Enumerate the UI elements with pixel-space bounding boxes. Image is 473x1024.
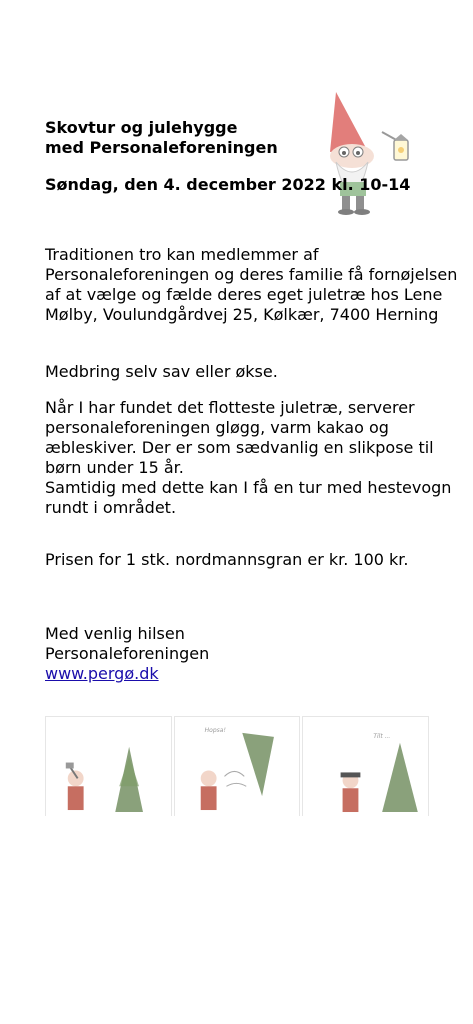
signoff-greeting: Med venlig hilsen [45,624,185,643]
comic-panel-1 [45,716,172,816]
comic-panel-3 [302,716,429,816]
falling-tree-icon [175,717,300,816]
comic-strip [45,716,429,816]
panel-3-caption: Tilt ... [373,733,391,740]
intro-paragraph: Traditionen tro kan medlemmer af Personaleforeningen og deres familie få fornøjelsen af at vælge og fælde deres eget juletræ hos Lene Mølby, Voulundgårdvej 25, Kølkær, 7400 Herning [45,245,458,324]
comic-panel-2 [174,716,301,816]
panel-2-caption: Hopsa! [204,727,226,734]
bring-paragraph: Medbring selv sav eller økse. [45,362,278,381]
lumberjack-tree-icon [46,717,171,816]
lumberjack-standing-icon [303,717,428,816]
signoff-sender: Personaleforeningen [45,644,210,663]
signoff [45,624,460,684]
gnome-icon [322,86,422,218]
price-paragraph: Prisen for 1 stk. nordmannsgran er kr. 100 kr. [45,550,409,569]
details-paragraph [45,398,460,518]
gnome-illustration [322,86,422,218]
website-link[interactable]: www.pergø.dk [45,664,159,683]
title-line-2: med Personaleforeningen [45,138,278,157]
title-line-1: Skovtur og julehygge [45,118,238,137]
event-date: Søndag, den 4. december 2022 kl. 10-14 [45,175,411,194]
details-line-1: Når I har fundet det flotteste juletræ, serverer personaleforeningen gløgg, varm kakao og æbleskiver. Der er som sædvanlig en slikpose til børn under 15 år. [45,398,434,477]
event-title [45,118,278,158]
details-line-2: Samtidig med dette kan I få en tur med hestevogn rundt i området. [45,478,452,517]
